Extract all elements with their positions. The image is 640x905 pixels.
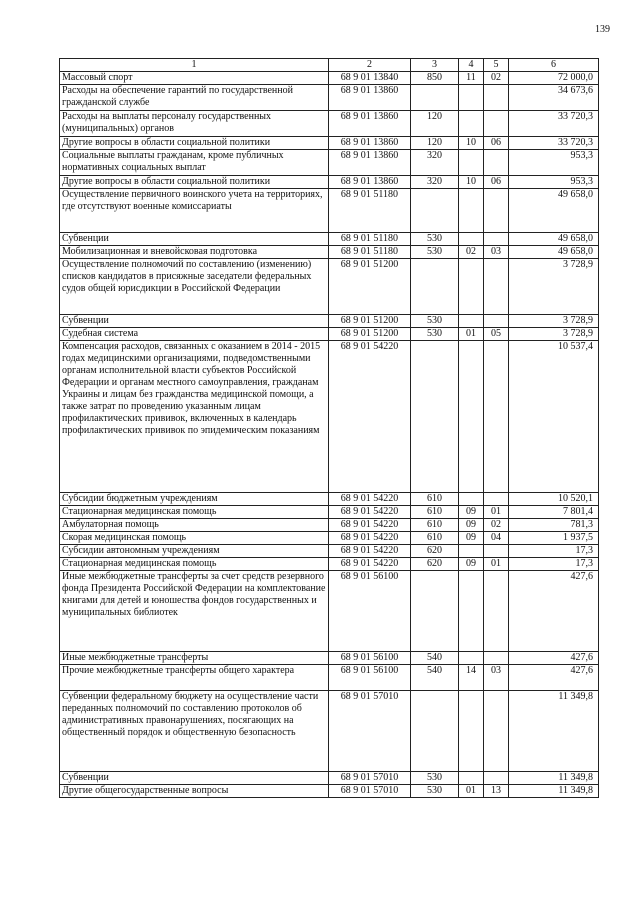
row-section-cell <box>459 652 484 665</box>
row-subsection-cell <box>484 85 509 111</box>
row-target-article-cell: 68 9 01 13860 <box>329 85 411 111</box>
table-row <box>60 137 599 150</box>
row-subsection-cell <box>484 341 509 493</box>
row-subsection-cell: 06 <box>484 176 509 189</box>
row-amount-cell: 11 349,8 <box>509 772 599 785</box>
row-target-article-cell: 68 9 01 13860 <box>329 137 411 150</box>
row-amount-cell: 3 728,9 <box>509 315 599 328</box>
row-expense-type-cell: 530 <box>411 785 459 798</box>
table-row <box>60 150 599 176</box>
row-target-article-cell: 68 9 01 54220 <box>329 545 411 558</box>
row-name-cell: Амбулаторная помощь <box>60 519 329 532</box>
row-subsection-cell <box>484 150 509 176</box>
row-expense-type-cell: 610 <box>411 532 459 545</box>
table-row <box>60 246 599 259</box>
row-section-cell <box>459 493 484 506</box>
row-subsection-cell: 13 <box>484 785 509 798</box>
row-subsection-cell <box>484 545 509 558</box>
row-name-cell: Массовый спорт <box>60 72 329 85</box>
row-name-cell: Прочие межбюджетные трансферты общего характера <box>60 665 329 691</box>
row-section-cell: 10 <box>459 137 484 150</box>
row-amount-cell: 3 728,9 <box>509 259 599 315</box>
row-subsection-cell <box>484 111 509 137</box>
row-amount-cell: 33 720,3 <box>509 111 599 137</box>
row-subsection-cell: 05 <box>484 328 509 341</box>
row-expense-type-cell: 530 <box>411 328 459 341</box>
row-expense-type-cell <box>411 691 459 772</box>
row-name-cell: Другие общегосударственные вопросы <box>60 785 329 798</box>
row-expense-type-cell: 620 <box>411 558 459 571</box>
row-target-article-cell: 68 9 01 56100 <box>329 665 411 691</box>
row-target-article-cell: 68 9 01 51200 <box>329 259 411 315</box>
row-target-article-cell: 68 9 01 13860 <box>329 150 411 176</box>
row-section-cell: 09 <box>459 519 484 532</box>
row-section-cell: 01 <box>459 328 484 341</box>
row-expense-type-cell <box>411 341 459 493</box>
row-section-cell <box>459 315 484 328</box>
row-subsection-cell: 02 <box>484 72 509 85</box>
budget-table <box>59 58 599 798</box>
row-name-cell: Мобилизационная и вневойсковая подготовка <box>60 246 329 259</box>
row-amount-cell: 781,3 <box>509 519 599 532</box>
table-row <box>60 72 599 85</box>
row-amount-cell: 17,3 <box>509 558 599 571</box>
row-name-cell: Субвенции федеральному бюджету на осуществление части переданных полномочий по составлению протоколов об административных правонарушениях, посягающих на общественный порядок и общественную безопасность <box>60 691 329 772</box>
row-amount-cell: 11 349,8 <box>509 785 599 798</box>
table-row <box>60 545 599 558</box>
row-section-cell: 02 <box>459 246 484 259</box>
row-expense-type-cell: 530 <box>411 246 459 259</box>
row-subsection-cell: 02 <box>484 519 509 532</box>
row-subsection-cell <box>484 493 509 506</box>
row-target-article-cell: 68 9 01 13860 <box>329 111 411 137</box>
row-section-cell: 01 <box>459 785 484 798</box>
page-number: 139 <box>595 24 610 35</box>
row-target-article-cell: 68 9 01 54220 <box>329 532 411 545</box>
table-row <box>60 665 599 691</box>
row-amount-cell: 10 520,1 <box>509 493 599 506</box>
table-row <box>60 189 599 233</box>
row-section-cell: 09 <box>459 532 484 545</box>
row-expense-type-cell: 120 <box>411 137 459 150</box>
row-expense-type-cell: 320 <box>411 150 459 176</box>
row-subsection-cell: 03 <box>484 246 509 259</box>
row-subsection-cell: 03 <box>484 665 509 691</box>
row-amount-cell: 427,6 <box>509 652 599 665</box>
row-name-cell: Другие вопросы в области социальной политики <box>60 176 329 189</box>
row-subsection-cell: 06 <box>484 137 509 150</box>
row-target-article-cell: 68 9 01 51200 <box>329 315 411 328</box>
row-name-cell: Субвенции <box>60 233 329 246</box>
table-row <box>60 691 599 772</box>
row-section-cell <box>459 545 484 558</box>
row-amount-cell: 49 658,0 <box>509 233 599 246</box>
row-target-article-cell: 68 9 01 54220 <box>329 506 411 519</box>
row-expense-type-cell <box>411 189 459 233</box>
row-name-cell: Стационарная медицинская помощь <box>60 506 329 519</box>
table-row <box>60 652 599 665</box>
row-expense-type-cell: 540 <box>411 665 459 691</box>
row-target-article-cell: 68 9 01 57010 <box>329 785 411 798</box>
row-section-cell <box>459 571 484 652</box>
row-target-article-cell: 68 9 01 56100 <box>329 652 411 665</box>
row-name-cell: Стационарная медицинская помощь <box>60 558 329 571</box>
row-name-cell: Скорая медицинская помощь <box>60 532 329 545</box>
row-target-article-cell: 68 9 01 13840 <box>329 72 411 85</box>
row-amount-cell: 953,3 <box>509 176 599 189</box>
row-amount-cell: 1 937,5 <box>509 532 599 545</box>
row-amount-cell: 72 000,0 <box>509 72 599 85</box>
row-subsection-cell <box>484 233 509 246</box>
row-section-cell: 14 <box>459 665 484 691</box>
table-row <box>60 328 599 341</box>
row-expense-type-cell <box>411 259 459 315</box>
row-target-article-cell: 68 9 01 54220 <box>329 493 411 506</box>
row-section-cell <box>459 233 484 246</box>
row-amount-cell: 10 537,4 <box>509 341 599 493</box>
row-name-cell: Субсидии бюджетным учреждениям <box>60 493 329 506</box>
table-header-row <box>60 59 599 72</box>
row-expense-type-cell: 320 <box>411 176 459 189</box>
table-body <box>60 72 599 798</box>
row-amount-cell: 34 673,6 <box>509 85 599 111</box>
table-row <box>60 233 599 246</box>
row-section-cell: 11 <box>459 72 484 85</box>
row-amount-cell: 49 658,0 <box>509 246 599 259</box>
row-amount-cell: 7 801,4 <box>509 506 599 519</box>
row-subsection-cell <box>484 189 509 233</box>
table-row <box>60 785 599 798</box>
row-expense-type-cell: 610 <box>411 506 459 519</box>
table-row <box>60 519 599 532</box>
row-section-cell <box>459 259 484 315</box>
row-target-article-cell: 68 9 01 51180 <box>329 246 411 259</box>
row-subsection-cell <box>484 259 509 315</box>
row-amount-cell: 3 728,9 <box>509 328 599 341</box>
row-expense-type-cell: 530 <box>411 233 459 246</box>
row-section-cell: 09 <box>459 506 484 519</box>
table-row <box>60 506 599 519</box>
header-cell-name: 1 <box>60 59 329 72</box>
row-section-cell: 09 <box>459 558 484 571</box>
row-section-cell <box>459 150 484 176</box>
row-amount-cell: 11 349,8 <box>509 691 599 772</box>
table-row <box>60 772 599 785</box>
row-section-cell <box>459 85 484 111</box>
row-name-cell: Осуществление первичного воинского учета на территориях, где отсутствуют военные комиссариаты <box>60 189 329 233</box>
row-name-cell: Иные межбюджетные трансферты <box>60 652 329 665</box>
row-expense-type-cell: 620 <box>411 545 459 558</box>
row-subsection-cell: 04 <box>484 532 509 545</box>
table-row <box>60 341 599 493</box>
header-cell-expense-type: 3 <box>411 59 459 72</box>
row-section-cell: 10 <box>459 176 484 189</box>
row-expense-type-cell: 530 <box>411 772 459 785</box>
row-target-article-cell: 68 9 01 51200 <box>329 328 411 341</box>
row-amount-cell: 49 658,0 <box>509 189 599 233</box>
header-cell-subsection: 5 <box>484 59 509 72</box>
row-subsection-cell <box>484 652 509 665</box>
row-expense-type-cell: 530 <box>411 315 459 328</box>
table-row <box>60 493 599 506</box>
row-section-cell <box>459 189 484 233</box>
row-expense-type-cell: 850 <box>411 72 459 85</box>
row-name-cell: Иные межбюджетные трансферты за счет средств резервного фонда Президента Российской Федерации на комплектование книгами для детей и юношества фондов государственных и муниципальных библиотек <box>60 571 329 652</box>
table-row <box>60 558 599 571</box>
row-target-article-cell: 68 9 01 57010 <box>329 772 411 785</box>
row-name-cell: Социальные выплаты гражданам, кроме публичных нормативных социальных выплат <box>60 150 329 176</box>
row-target-article-cell: 68 9 01 56100 <box>329 571 411 652</box>
row-target-article-cell: 68 9 01 57010 <box>329 691 411 772</box>
row-target-article-cell: 68 9 01 54220 <box>329 519 411 532</box>
row-name-cell: Расходы на обеспечение гарантий по государственной гражданской службе <box>60 85 329 111</box>
row-section-cell <box>459 341 484 493</box>
row-amount-cell: 427,6 <box>509 571 599 652</box>
row-name-cell: Субсидии автономным учреждениям <box>60 545 329 558</box>
row-name-cell: Другие вопросы в области социальной политики <box>60 137 329 150</box>
table-row <box>60 85 599 111</box>
row-section-cell <box>459 691 484 772</box>
header-cell-amount: 6 <box>509 59 599 72</box>
row-subsection-cell <box>484 691 509 772</box>
row-subsection-cell: 01 <box>484 558 509 571</box>
row-expense-type-cell <box>411 571 459 652</box>
table-row <box>60 111 599 137</box>
header-cell-section: 4 <box>459 59 484 72</box>
table-row <box>60 532 599 545</box>
row-subsection-cell: 01 <box>484 506 509 519</box>
table-row <box>60 571 599 652</box>
table-row <box>60 315 599 328</box>
row-target-article-cell: 68 9 01 54220 <box>329 558 411 571</box>
row-target-article-cell: 68 9 01 51180 <box>329 233 411 246</box>
row-target-article-cell: 68 9 01 54220 <box>329 341 411 493</box>
row-subsection-cell <box>484 571 509 652</box>
row-name-cell: Судебная система <box>60 328 329 341</box>
header-cell-target-article: 2 <box>329 59 411 72</box>
table-row <box>60 176 599 189</box>
row-name-cell: Субвенции <box>60 772 329 785</box>
row-name-cell: Осуществление полномочий по составлению (изменению) списков кандидатов в присяжные заседатели федеральных судов общей юрисдикции в Российской Федерации <box>60 259 329 315</box>
row-expense-type-cell <box>411 85 459 111</box>
row-amount-cell: 17,3 <box>509 545 599 558</box>
row-section-cell <box>459 772 484 785</box>
row-expense-type-cell: 610 <box>411 519 459 532</box>
row-section-cell <box>459 111 484 137</box>
row-expense-type-cell: 610 <box>411 493 459 506</box>
row-target-article-cell: 68 9 01 13860 <box>329 176 411 189</box>
row-name-cell: Компенсация расходов, связанных с оказанием в 2014 - 2015 годах медицинскими организациями, подведомственными органам исполнительной власти субъектов Российской Федерации и органам местного самоуправления, гражданам Украины и лицам без гражданства медицинской помощи, а также затрат по проведению указанным лицам профилактических прививок, включенных в календарь профилактических прививок по эпидемическим показаниям <box>60 341 329 493</box>
row-amount-cell: 33 720,3 <box>509 137 599 150</box>
row-amount-cell: 427,6 <box>509 665 599 691</box>
row-subsection-cell <box>484 315 509 328</box>
row-expense-type-cell: 120 <box>411 111 459 137</box>
row-name-cell: Субвенции <box>60 315 329 328</box>
table-row <box>60 259 599 315</box>
row-target-article-cell: 68 9 01 51180 <box>329 189 411 233</box>
row-subsection-cell <box>484 772 509 785</box>
row-expense-type-cell: 540 <box>411 652 459 665</box>
row-amount-cell: 953,3 <box>509 150 599 176</box>
row-name-cell: Расходы на выплаты персоналу государственных (муниципальных) органов <box>60 111 329 137</box>
